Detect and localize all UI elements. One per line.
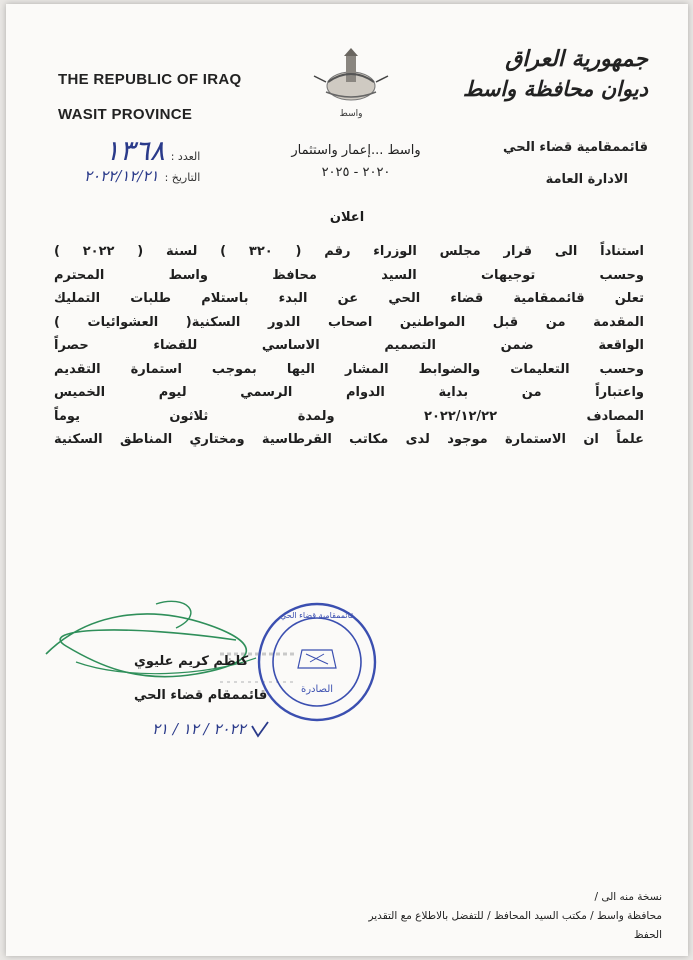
ref-date-label: التاريخ :	[164, 171, 201, 184]
document-page	[6, 4, 688, 956]
english-header	[58, 62, 242, 132]
signatory-name: كاظم كريم عليوي	[134, 654, 249, 669]
emblem-icon	[306, 42, 396, 122]
signature-date: ٢٠٢٢ / ١٢ / ٢١	[152, 720, 246, 738]
english-header-country: THE REPUBLIC OF IRAQ	[58, 71, 242, 88]
body-line-7: واعتباراً من بداية الدوام الرسمي ليوم الخميس	[54, 385, 644, 400]
slogan	[261, 140, 451, 184]
signature-area	[6, 584, 688, 764]
body-line-5: الواقعة ضمن التصميم الاساسي للقضاء حصراً	[54, 338, 644, 353]
seal-text-bottom: الصادرة	[300, 684, 334, 695]
signatory-title: قائممقام قضاء الحي	[134, 688, 268, 703]
arabic-header	[463, 44, 648, 104]
reference-block	[84, 134, 200, 185]
cc-line-1: محافظة واسط / مكتب السيد المحافظ / للتفضل بالاطلاع مع التقدير	[368, 910, 662, 922]
cc-heading: نسخة منه الى /	[594, 891, 662, 903]
ref-date-value: ٢٠٢٢/١٢/٢١	[84, 167, 159, 185]
signature-and-seal	[6, 584, 688, 764]
announcement-title: اعلان	[329, 210, 365, 225]
english-header-province: WASIT PROVINCE	[58, 106, 193, 123]
department-name: قائممقامية قضاء الحي	[503, 140, 648, 155]
body-line-9: علماً ان الاستمارة موجود لدى مكاتب القرطاسية ومختاري المناطق السكنية	[54, 432, 644, 447]
arabic-header-republic: جمهورية العراق	[505, 46, 648, 72]
body-line-1: استناداً الى قرار مجلس الوزراء رقم ( ٣٢٠ ) لسنة ( ٢٠٢٢ )	[54, 244, 644, 259]
slogan-line2: ٢٠٢٠ - ٢٠٢٥	[321, 165, 391, 180]
copy-to-block	[368, 888, 662, 945]
cc-line-2: الحفظ	[633, 929, 662, 941]
ref-number-label: العدد :	[170, 150, 201, 163]
body-line-2: وحسب توجيهات السيد محافظ واسط المحترم	[54, 267, 644, 283]
slogan-line1: واسط ...إعمار واستثمار	[291, 143, 421, 158]
section-name: الادارة العامة	[545, 172, 628, 187]
body-line-6: وحسب التعليمات والضوابط المشار اليها بموجب استمارة التقديم	[54, 361, 644, 377]
arabic-header-diwan: ديوان محافظة واسط	[462, 76, 648, 101]
emblem-caption: واسط	[339, 109, 363, 119]
ref-number-value: ١٣٦٨	[104, 134, 165, 167]
body-line-3: تعلن قائممقامية قضاء الحي عن البدء باستلام طلبات التمليك	[54, 291, 644, 306]
announcement-body	[54, 240, 644, 452]
seal-text-top: قائممقامية قضاء الحي	[280, 611, 354, 620]
official-seal-icon	[259, 604, 375, 720]
province-emblem	[306, 42, 396, 122]
body-line-8: المصادف ٢٠٢٢/١٢/٢٢ ولمدة ثلاثون يوماً	[54, 408, 644, 424]
body-line-4: المقدمة من قبل المواطنين اصحاب الدور السكنية( العشوائيات )	[54, 314, 644, 330]
